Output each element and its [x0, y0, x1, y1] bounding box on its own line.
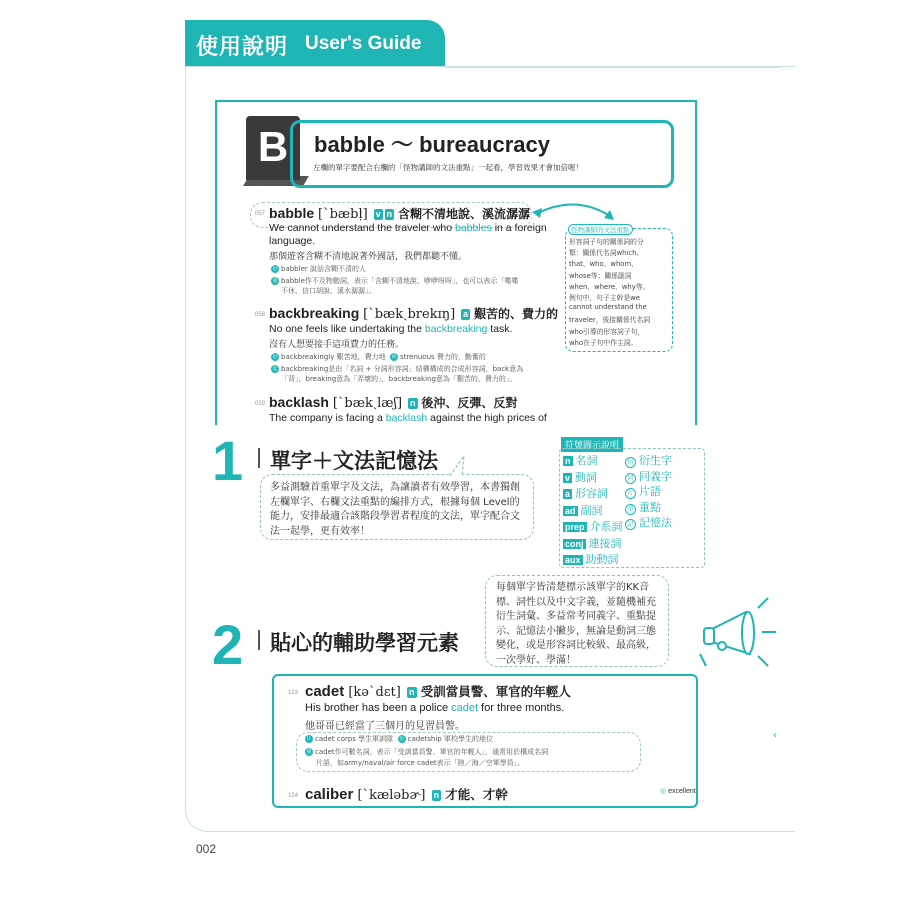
- pos-tag: n: [410, 397, 416, 408]
- ipa: [ˋbækˏlæʃ]: [332, 396, 403, 411]
- key-note: [271, 276, 518, 286]
- key-note-cont: 片語，如army/naval/air force cadet表示「陸／海／空軍學員」。: [316, 759, 525, 767]
- legend-item: [625, 452, 672, 468]
- grammar-note-line: who在子句中作主詞。: [569, 338, 638, 347]
- grammar-note-line: cannot understand the: [569, 303, 647, 312]
- sentence-text: His brother has been a police: [305, 702, 452, 714]
- section-divider: [258, 630, 260, 650]
- legend-label: 動詞: [575, 470, 598, 484]
- header-title-en: User's Guide: [305, 33, 422, 54]
- pos-tag: n: [409, 686, 415, 697]
- key-note: [271, 364, 523, 374]
- legend-item: [563, 485, 608, 501]
- meaning: 後沖、反彈、反對: [421, 396, 518, 410]
- meaning: 受訓當員警、軍官的年輕人: [420, 684, 571, 699]
- legend-label: 副詞: [580, 503, 603, 517]
- translation: 沒有人想要接手這項費力的任務。: [269, 340, 405, 350]
- key-note: [305, 747, 548, 757]
- ipa: [ˋbækˏbrekɪŋ]: [363, 307, 456, 322]
- legend-tag: prep: [565, 522, 585, 532]
- ipa: [ˋkæləbɚ]: [357, 788, 426, 803]
- note-text: backbreakingly 艱苦地，費力地: [281, 353, 386, 361]
- legend-label: 名詞: [575, 454, 598, 467]
- entry-number: 059: [255, 401, 266, 407]
- grammar-note-heading: 怪物講師的文法重點: [568, 224, 633, 235]
- legend-item: [625, 499, 661, 515]
- sentence-text: against the high prices of: [427, 412, 547, 424]
- entry-word: [269, 205, 530, 222]
- highlight-word: cadet: [451, 702, 479, 714]
- key-point-icon: 重: [306, 749, 312, 755]
- legend-label: 同義字: [639, 469, 672, 483]
- ipa: [ˋbæbḷ]: [318, 207, 368, 222]
- legend-item: [563, 518, 623, 534]
- chevron-left-icon: ‹: [773, 730, 777, 741]
- legend-tag: conj: [565, 538, 584, 549]
- legend-label: 介系詞: [589, 520, 623, 533]
- derivative-icon: 衍: [272, 266, 278, 272]
- frame-top-line: [445, 66, 780, 68]
- legend-icon: 記: [625, 519, 636, 530]
- headword: babble: [269, 205, 315, 221]
- legend-item: [563, 452, 598, 468]
- entry-number: 123: [288, 690, 299, 696]
- note-text: strenuous 費力的，勤奮的: [400, 353, 486, 361]
- section-text-line: 左欄單字、右欄文法重點的編排方式，根據每個 Level的: [270, 496, 520, 508]
- legend-tag: v: [565, 472, 571, 483]
- key-note-cont: 不休、信口胡說、溪水潺潺」。: [281, 287, 376, 295]
- legend-label: 片語: [639, 485, 661, 498]
- grammar-note-line: 形容詞子句的關係詞的分: [569, 238, 644, 246]
- section-text-line: 法一起學，更有效率！: [270, 525, 370, 537]
- key-note-cont: 「背」，breaking意為「弄壞的」，backbreaking意為「艱苦的、費力的」。: [281, 375, 517, 383]
- sentence-text: for three months.: [478, 702, 565, 714]
- legend-item: [563, 469, 597, 485]
- legend-icon: 重: [625, 504, 636, 515]
- letter-block: B: [246, 116, 300, 180]
- sample-subtitle: 左欄的單字要配合右欄的「怪物講師的文法重點」一起看，學習效果才會加倍喔！: [313, 163, 583, 172]
- derivative-icon: 衍: [272, 354, 278, 360]
- legend-item: [625, 483, 661, 499]
- section-text-line: 每個單字皆清楚標示該單字的KK音: [496, 582, 650, 593]
- meaning: 才能、才幹: [445, 787, 508, 802]
- legend-title: 符號圖示說明: [561, 437, 623, 452]
- legend-item: [563, 551, 619, 567]
- entry-number: 058: [255, 312, 266, 318]
- translation: 他哥哥已經當了三個月的見習員警。: [305, 721, 465, 732]
- side-word: [660, 787, 696, 795]
- example-sentence: [269, 222, 547, 234]
- grammar-note-line: who引導的形容詞子句，: [569, 327, 645, 336]
- sentence-text: in a foreign: [491, 222, 547, 234]
- pos-tag: n: [433, 789, 440, 800]
- grammar-note-line: 例句中，句子主幹是we: [569, 294, 640, 302]
- legend-label: 形容詞: [575, 487, 609, 500]
- legend-label: 記憶法: [639, 516, 672, 529]
- pos-tag: v: [375, 208, 381, 219]
- note-text: cadetship 軍校學生的地位: [407, 735, 493, 743]
- entry-word: [269, 394, 517, 411]
- example-sentence: [269, 412, 547, 424]
- note-text: cadet作可數名詞，表示「受訓當員警、軍官的年輕人」，通常用於構成名詞: [315, 748, 549, 756]
- note-text: babble作不及物動詞，表示「含糊不清地說、咿咿呀呀」，也可以表示「喋喋: [281, 277, 519, 285]
- headword: backlash: [269, 394, 329, 410]
- note-text: backbreaking是由「名詞 + 分詞形容詞」結構構成的合成形容詞，back意為: [281, 365, 524, 373]
- section-number: 1: [212, 429, 244, 492]
- pos-tag: n: [386, 208, 393, 219]
- entry-word: [305, 785, 508, 803]
- note-text: cadet corps 學生軍訓隊: [315, 735, 394, 743]
- example-sentence: [305, 702, 564, 714]
- synonym-icon: 同: [391, 354, 397, 360]
- sentence-text: We cannot understand the traveler who: [269, 222, 456, 234]
- example-sentence: [269, 323, 512, 335]
- headword: backbreaking: [269, 305, 360, 321]
- headword: cadet: [305, 683, 345, 700]
- grammar-note-line: when、where、why等。: [569, 282, 650, 291]
- section-divider: [258, 448, 260, 468]
- derivative-note: [271, 264, 366, 274]
- note-text: babbler 說話含糊不清的人: [281, 265, 366, 273]
- legend-tag: ad: [565, 505, 576, 516]
- sentence-text: No one feels like undertaking the: [269, 323, 425, 335]
- legend-label: 助動詞: [585, 553, 619, 566]
- legend-icon: 同: [625, 473, 636, 484]
- section-text-line: 多益測驗首重單字及文法，為讓讀者有效學習，本書獨創: [270, 482, 520, 493]
- section-number: 2: [212, 613, 244, 676]
- pos-tag: a: [463, 308, 469, 319]
- highlight-word: babbles: [455, 222, 492, 234]
- legend-item: [625, 514, 672, 530]
- grammar-note-line: whose等；關係副詞: [569, 271, 632, 280]
- legend-label: 連接詞: [588, 536, 622, 550]
- entry-word: [269, 305, 558, 322]
- grammar-note-line: 類：關係代名詞which、: [569, 249, 644, 258]
- legend-icon: 衍: [625, 457, 636, 468]
- ipa: [kəˋdɛt]: [348, 685, 401, 700]
- section-text-line: 能力，安排最適合該階段學習者程度的文法，單字配合文: [270, 511, 520, 522]
- section-text-line: 衍生詞彙、多益常考同義字、重點提: [496, 611, 656, 622]
- grammar-note-line: that、who、whom、: [569, 260, 638, 269]
- example-sentence-cont: language.: [269, 235, 316, 247]
- side-word-text: excellent: [668, 788, 696, 795]
- memory-icon: 記: [272, 366, 278, 372]
- phrase-note: [305, 734, 493, 744]
- legend-item: [625, 468, 672, 484]
- phrase-icon: 片: [306, 736, 312, 742]
- section-title: 貼心的輔助學習元素: [270, 631, 459, 655]
- section-text-line: 變化，或是形容詞比較級、最高級，: [496, 640, 656, 651]
- bubble-tail-icon: [446, 454, 472, 478]
- highlight-word: backlash: [385, 412, 428, 424]
- grammar-note-line: traveler，後接關係代名詞: [569, 316, 651, 325]
- key-point-icon: 重: [272, 278, 278, 284]
- translation: 那個遊客含糊不清地說著外國話，我們都聽不懂。: [269, 252, 468, 262]
- meaning: 含糊不清地說、溪流潺潺: [397, 207, 530, 221]
- entry-number: 124: [288, 793, 299, 799]
- legend-tag: aux: [565, 555, 581, 565]
- highlight-word: backbreaking: [424, 323, 488, 335]
- legend-label: 重點: [639, 500, 661, 514]
- legend-label: 衍生字: [639, 454, 672, 467]
- megaphone-icon: [696, 590, 780, 680]
- sentence-text: The company is facing a: [269, 412, 386, 424]
- legend-item: [563, 502, 603, 518]
- section-text-line: 一次學好、學滿！: [496, 654, 576, 666]
- meaning: 艱苦的、費力的: [473, 307, 558, 321]
- derivative-note: [271, 352, 486, 362]
- legend-tag: n: [565, 456, 571, 466]
- entry-number: 057: [255, 211, 266, 217]
- arrow-icon: [530, 196, 620, 226]
- legend-tag: a: [565, 489, 571, 499]
- section-title: 單字＋文法記憶法: [270, 449, 438, 473]
- section-text-line: 示、記憶法小撇步，無論是動詞三態: [496, 625, 656, 637]
- section-text-line: 標、詞性以及中文字義，並隨機補充: [496, 596, 656, 608]
- headword: caliber: [305, 786, 354, 803]
- derivative-icon: 衍: [399, 736, 405, 742]
- header-title-zh: 使用說明: [196, 35, 289, 60]
- sentence-text: task.: [487, 323, 513, 335]
- legend-icon: 片: [625, 488, 636, 499]
- entry-word: [305, 682, 571, 700]
- sample-title: babble ～ bureaucracy: [314, 132, 550, 157]
- legend-item: [563, 535, 622, 551]
- memory-icon: ◎: [660, 788, 667, 795]
- page-number: 002: [196, 842, 217, 856]
